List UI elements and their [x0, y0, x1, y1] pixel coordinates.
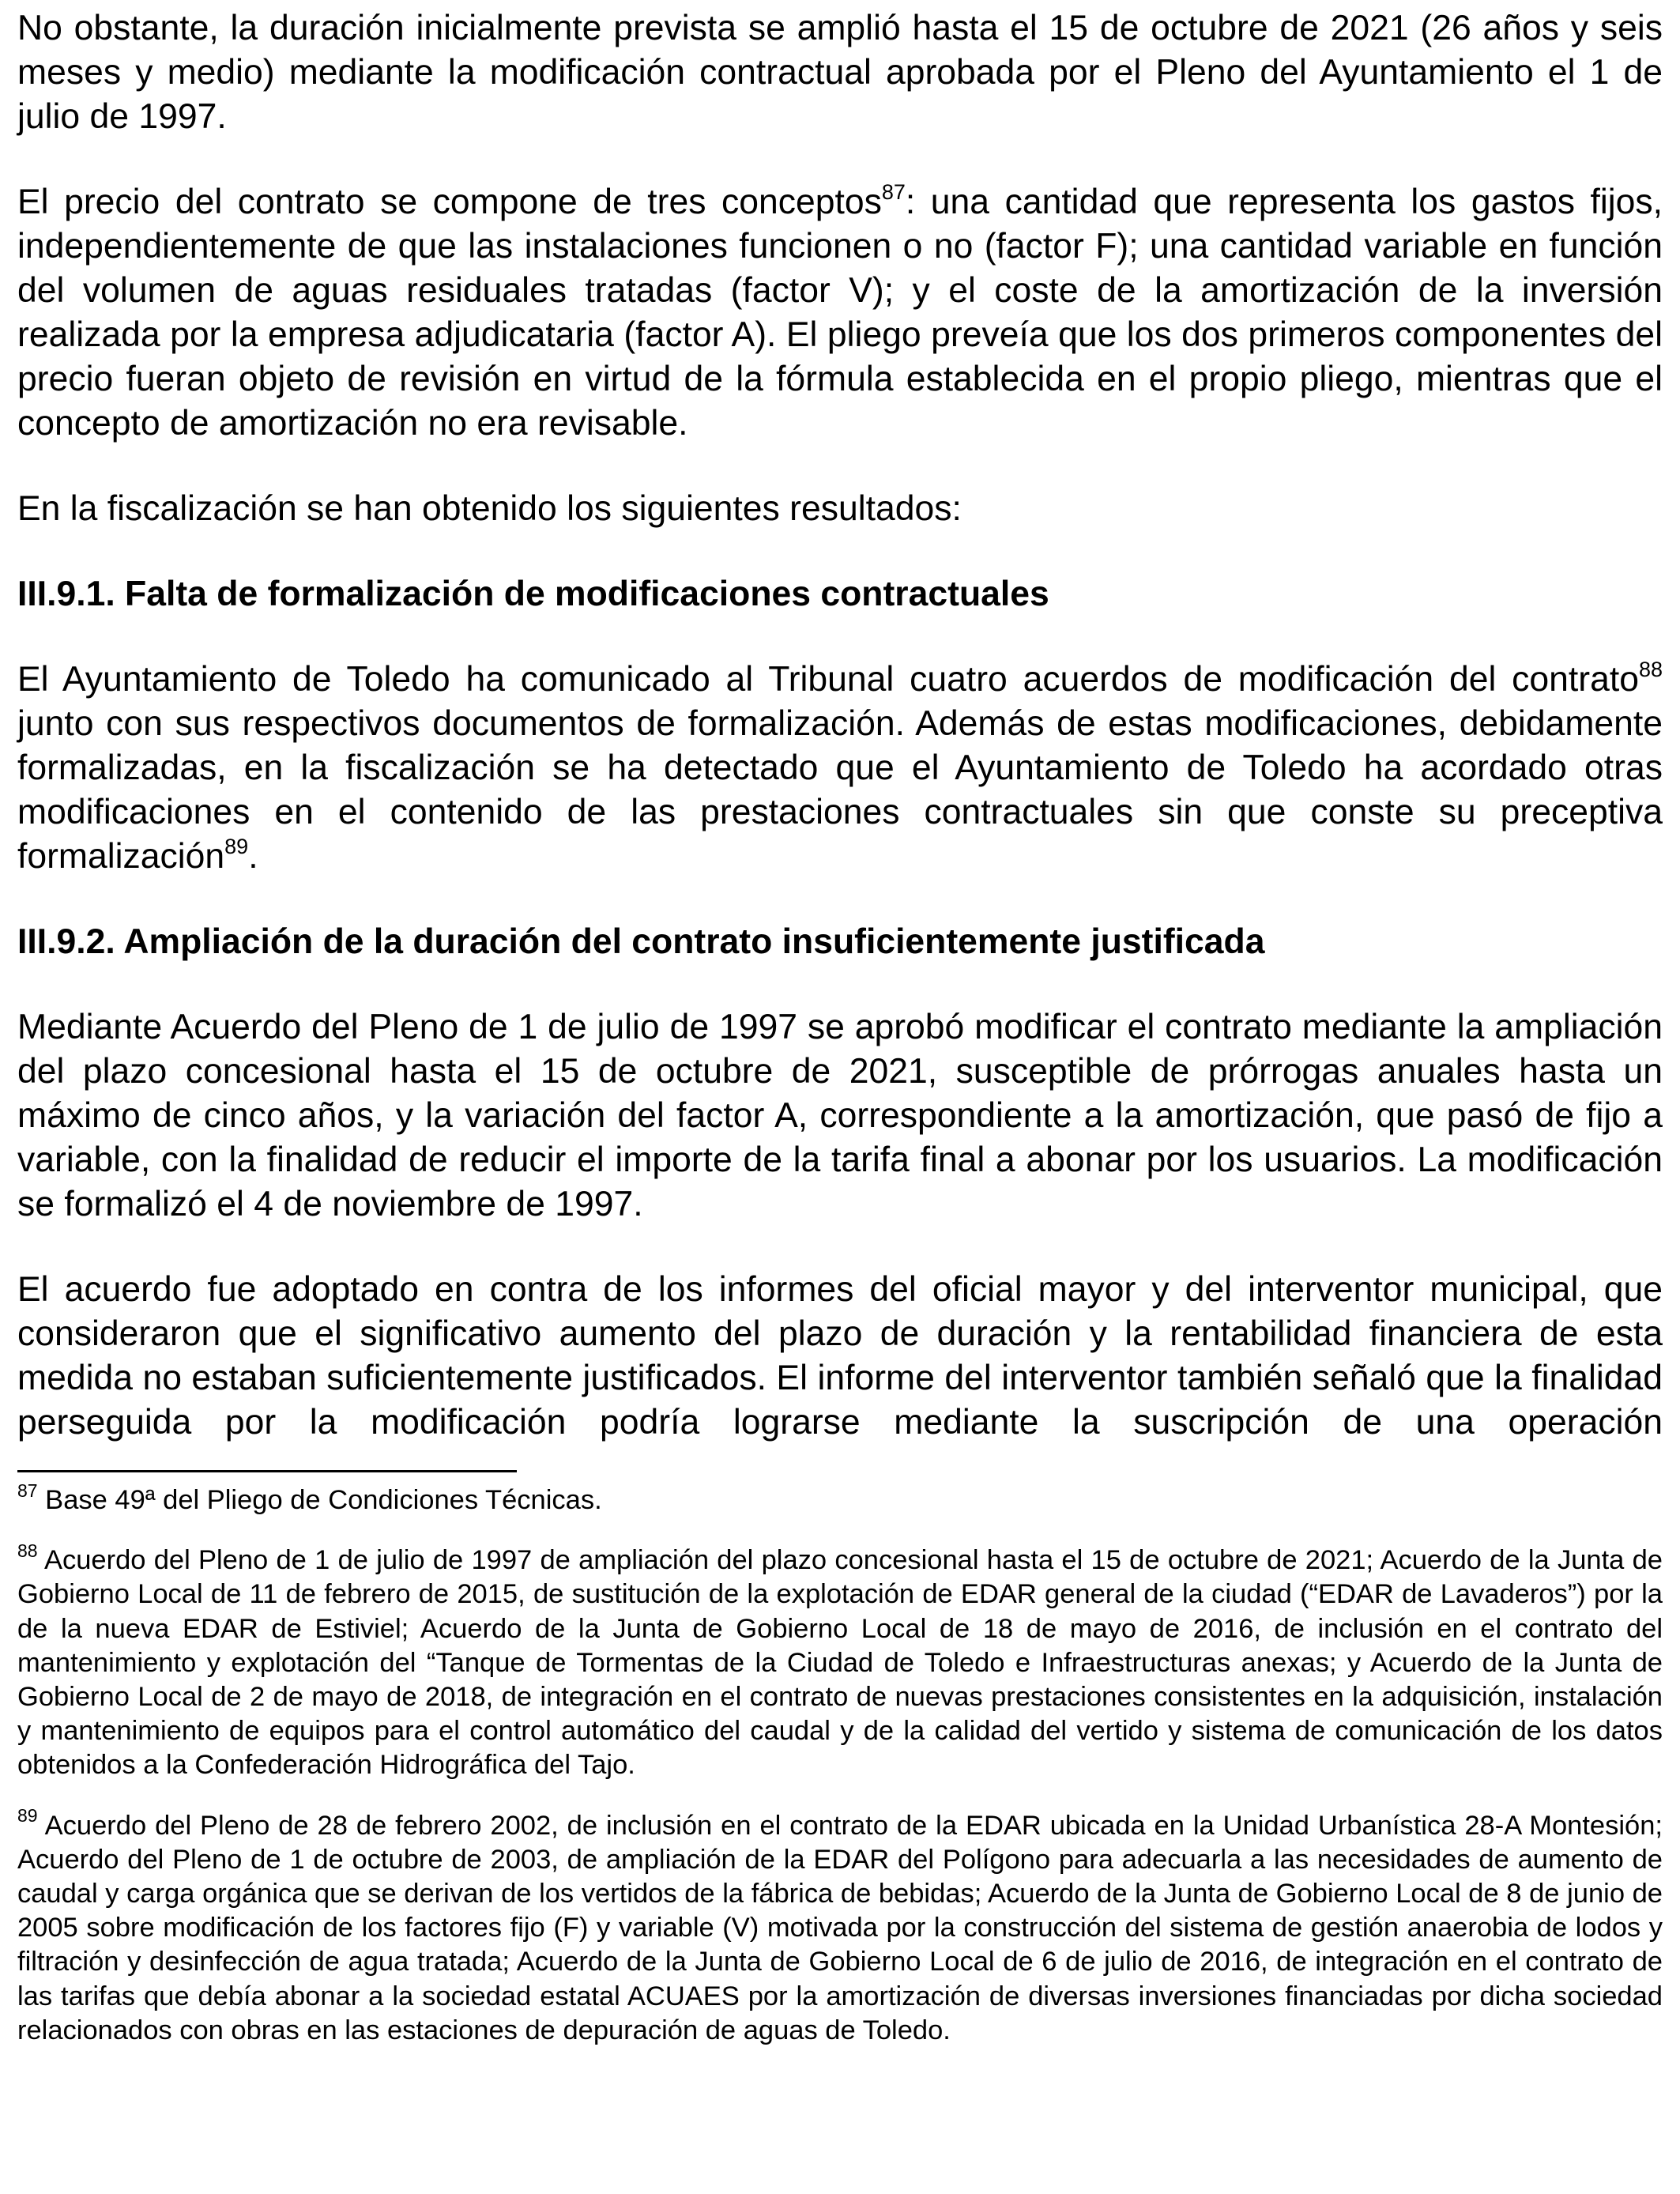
paragraph-text: El precio del contrato se compone de tres conceptos [17, 183, 882, 221]
footnote-89 [17, 1805, 1663, 2048]
footnote-number: 87 [17, 1480, 38, 1501]
footnote-number: 88 [17, 1540, 38, 1561]
paragraph-pleno-agreement: Mediante Acuerdo del Pleno de 1 de julio de 1997 se aprobó modificar el contrato mediante la ampliación del plazo concesional hasta el 15 de octubre de 2021, susceptible de prórrogas anuales hasta un máximo de cinco años, y la variación del factor A, correspondiente a la amortización, que pasó de fijo a variable, con la finalidad de reducir el importe de la tarifa final a abonar por los usuarios. La modificación se formalizó el 4 de noviembre de 1997. [17, 1008, 1663, 1223]
paragraph-reports-against: El acuerdo fue adoptado en contra de los informes del oficial mayor y del interventor municipal, que consideraron que el significativo aumento del plazo de duración y la rentabilidad financiera de esta medida no estaban suficientemente justificados. El informe del interventor también señaló que la finalidad perseguida por la modificación podría lograrse mediante la suscripción de una operación [17, 1270, 1663, 1442]
footnote-text: Base 49ª del Pliego de Condiciones Técnicas. [37, 1485, 602, 1515]
footnote-number: 89 [17, 1805, 38, 1826]
section-heading-iii-9-2: III.9.2. Ampliación de la duración del contrato insuficientemente justificada [17, 922, 1265, 961]
paragraph-text: : una cantidad que representa los gastos fijos, independientemente de que las instalaciones funcionen o no (factor F); una cantidad variable en función del volumen de aguas residuales tratadas (factor V); y el coste de la amortización de la inversión realizada por la empresa adjudicataria (factor A). El pliego preveía que los dos primeros componentes del precio fueran objeto de revisión en virtud de la fórmula establecida en el propio pliego, mientras que el concepto de amortización no era revisable. [17, 183, 1663, 443]
paragraph-contract-price [17, 180, 1663, 446]
footnote-text: Acuerdo del Pleno de 28 de febrero 2002, de inclusión en el contrato de la EDAR ubicada en la Unidad Urbanística 28-A Montesión; Acuerdo del Pleno de 1 de octubre de 2003, de ampliación de la EDAR del Polígono para adecuarla a las necesidades de aumento de caudal y carga orgánica que se derivan de los vertidos de la fábrica de bebidas; Acuerdo de la Junta de Gobierno Local de 8 de junio de 2005 sobre modificación de los factores fijo (F) y variable (V) motivada por la construcción del sistema de gestión anaerobia de lodos y filtración y desinfección de agua tratada; Acuerdo de la Junta de Gobierno Local de 6 de julio de 2016, de integración en el contrato de las tarifas que debía abonar a la sociedad estatal ACUAES por la amortización de diversas inversiones financiadas por dicha sociedad relacionados con obras en las estaciones de depuración de aguas de Toledo. [17, 1810, 1663, 2045]
footnote-87 [17, 1480, 1663, 1517]
paragraph-duration-extension: No obstante, la duración inicialmente prevista se amplió hasta el 15 de octubre de 2021 (26 años y seis meses y medio) mediante la modificación contractual aprobada por el Pleno del Ayuntamiento el 1 de julio de 1997. [17, 9, 1663, 136]
footnote-separator [17, 1470, 517, 1472]
document-page [17, 6, 1663, 2074]
footnote-ref-87[interactable]: 87 [881, 180, 906, 205]
footnote-ref-88[interactable]: 88 [1638, 658, 1663, 682]
footnote-ref-89[interactable]: 89 [224, 835, 249, 859]
paragraph-formalization [17, 658, 1663, 879]
section-heading-iii-9-1: III.9.1. Falta de formalización de modificaciones contractuales [17, 575, 1049, 613]
paragraph-text: El Ayuntamiento de Toledo ha comunicado al Tribunal cuatro acuerdos de modificación del contrato [17, 660, 1639, 699]
footnote-text: Acuerdo del Pleno de 1 de julio de 1997 de ampliación del plazo concesional hasta el 15 de octubre de 2021; Acuerdo de la Junta de Gobierno Local de 11 de febrero de 2015, de sustitución de la explotación de EDAR general de la ciudad (“EDAR de Lavaderos”) por la de la nueva EDAR de Estiviel; Acuerdo de la Junta de Gobierno Local de 18 de mayo de 2016, de inclusión en el contrato del mantenimiento y explotación del “Tanque de Tormentas de la Ciudad de Toledo e Infraestructuras anexas; y Acuerdo de la Junta de Gobierno Local de 2 de mayo de 2018, de integración en el contrato de nuevas prestaciones consistentes en la adquisición, instalación y mantenimiento de equipos para el control automático del caudal y de la calidad del vertido y sistema de comunicación de los datos obtenidos a la Confederación Hidrográfica del Tajo. [17, 1545, 1663, 1781]
footnote-88 [17, 1540, 1663, 1782]
paragraph-text: junto con sus respectivos documentos de formalización. Además de estas modificaciones, debidamente formalizadas, en la fiscalización se ha detectado que el Ayuntamiento de Toledo ha acordado otras modificaciones en el contenido de las prestaciones contractuales sin que conste su preceptiva formalización [17, 704, 1663, 876]
paragraph-results-intro: En la fiscalización se han obtenido los siguientes resultados: [17, 489, 962, 528]
paragraph-text: . [248, 837, 258, 876]
